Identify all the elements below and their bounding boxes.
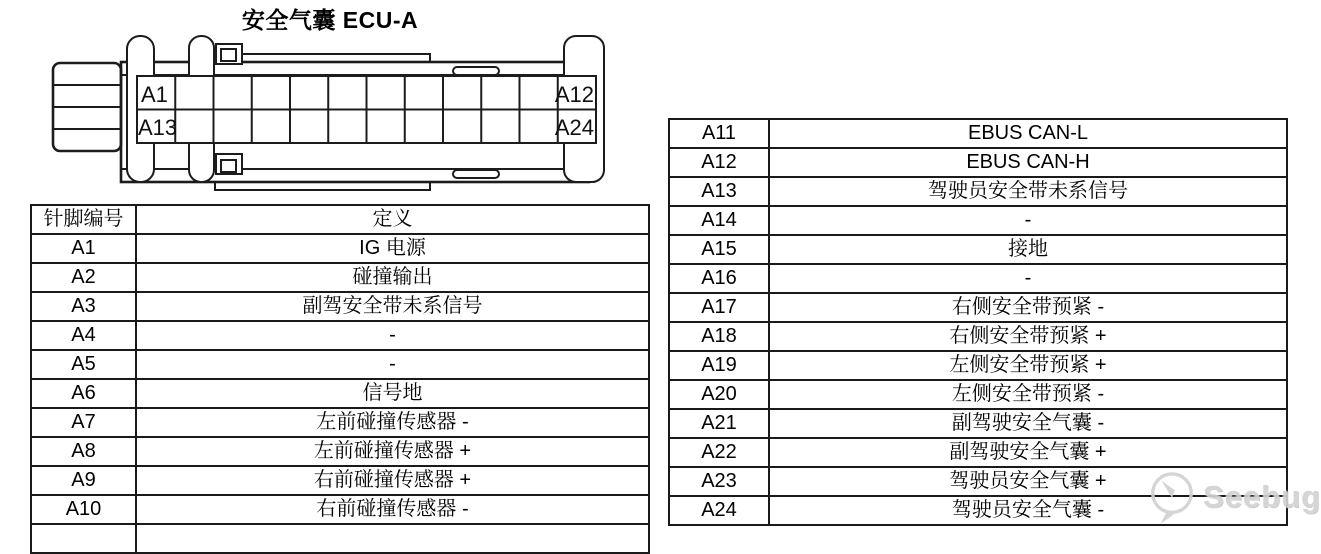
pin-number-cell: A16 — [669, 264, 769, 293]
connector-pin-grid — [137, 76, 596, 143]
table-row — [669, 351, 1287, 380]
cutoff-row — [31, 524, 649, 553]
definition-cell: EBUS CAN-L — [769, 119, 1287, 148]
table-row — [669, 148, 1287, 177]
table-row — [31, 292, 649, 321]
definition-cell: 副驾驶安全气囊 + — [769, 438, 1287, 467]
table-row — [669, 380, 1287, 409]
connector-left-cap — [53, 63, 121, 151]
pin-number-cell: A8 — [31, 437, 136, 466]
pin-number-cell: A1 — [31, 234, 136, 263]
pin-label-top-right: A12 — [554, 82, 594, 107]
pin-label-bottom-left: A13 — [138, 115, 178, 140]
definition-cell: - — [769, 264, 1287, 293]
pin-number-cell: A5 — [31, 350, 136, 379]
pin-number-cell: A14 — [669, 206, 769, 235]
pin-number-cell: A19 — [669, 351, 769, 380]
pin-table-left — [30, 204, 650, 554]
definition-header: 定义 — [136, 205, 649, 234]
definition-cell: 信号地 — [136, 379, 649, 408]
table-row — [31, 234, 649, 263]
definition-cell: 驾驶员安全带未系信号 — [769, 177, 1287, 206]
pin-number-cell: A20 — [669, 380, 769, 409]
pin-number-cell: A15 — [669, 235, 769, 264]
definition-cell: - — [136, 350, 649, 379]
definition-cell: 右前碰撞传感器 - — [136, 495, 649, 524]
pin-number-cell: A6 — [31, 379, 136, 408]
definition-cell: 左前碰撞传感器 + — [136, 437, 649, 466]
connector-diagram — [48, 30, 608, 192]
watermark-label: Seebug — [1203, 479, 1321, 514]
pin-number-cell: A24 — [669, 496, 769, 525]
table-row — [669, 264, 1287, 293]
definition-cell: 副驾驶安全气囊 - — [769, 409, 1287, 438]
pin-number-cell: A13 — [669, 177, 769, 206]
table-row — [31, 437, 649, 466]
definition-cell: - — [136, 321, 649, 350]
definition-cell: 左侧安全带预紧 - — [769, 380, 1287, 409]
cutoff-cell — [136, 524, 649, 553]
table-row — [31, 495, 649, 524]
table-row — [669, 409, 1287, 438]
pin-number-cell: A17 — [669, 293, 769, 322]
table-row — [669, 496, 1287, 525]
pin-number-cell: A3 — [31, 292, 136, 321]
pin-number-cell: A7 — [31, 408, 136, 437]
table-row — [669, 322, 1287, 351]
definition-cell: 左侧安全带预紧 + — [769, 351, 1287, 380]
pin-number-cell: A9 — [31, 466, 136, 495]
definition-cell: EBUS CAN-H — [769, 148, 1287, 177]
table-row — [31, 263, 649, 292]
table-row — [669, 293, 1287, 322]
table-row — [31, 466, 649, 495]
table-row — [669, 119, 1287, 148]
definition-cell: 驾驶员安全气囊 + — [769, 467, 1287, 496]
pin-number-cell: A2 — [31, 263, 136, 292]
table-row — [669, 206, 1287, 235]
table-row — [669, 467, 1287, 496]
pin-table-right — [668, 118, 1288, 526]
pin-label-top-left: A1 — [141, 82, 168, 107]
definition-cell: - — [769, 206, 1287, 235]
definition-cell: 接地 — [769, 235, 1287, 264]
pin-number-cell: A4 — [31, 321, 136, 350]
pin-number-cell: A21 — [669, 409, 769, 438]
pin-number-header: 针脚编号 — [31, 205, 136, 234]
table-row — [669, 438, 1287, 467]
definition-cell: IG 电源 — [136, 234, 649, 263]
definition-cell: 驾驶员安全气囊 - — [769, 496, 1287, 525]
table-row — [31, 408, 649, 437]
table-header-row — [31, 205, 649, 234]
pin-label-bottom-right: A24 — [554, 115, 594, 140]
pin-number-cell: A23 — [669, 467, 769, 496]
page-title: 安全气囊 ECU-A — [241, 7, 419, 33]
pin-number-cell: A11 — [669, 119, 769, 148]
definition-cell: 右侧安全带预紧 + — [769, 322, 1287, 351]
definition-cell: 右前碰撞传感器 + — [136, 466, 649, 495]
pin-number-cell: A22 — [669, 438, 769, 467]
pin-number-cell: A10 — [31, 495, 136, 524]
definition-cell: 碰撞输出 — [136, 263, 649, 292]
definition-cell: 左前碰撞传感器 - — [136, 408, 649, 437]
definition-cell: 副驾安全带未系信号 — [136, 292, 649, 321]
table-row — [669, 177, 1287, 206]
definition-cell: 右侧安全带预紧 - — [769, 293, 1287, 322]
cutoff-cell — [31, 524, 136, 553]
pin-number-cell: A12 — [669, 148, 769, 177]
table-row — [31, 321, 649, 350]
table-row — [31, 379, 649, 408]
table-row — [31, 350, 649, 379]
table-row — [669, 235, 1287, 264]
pin-number-cell: A18 — [669, 322, 769, 351]
